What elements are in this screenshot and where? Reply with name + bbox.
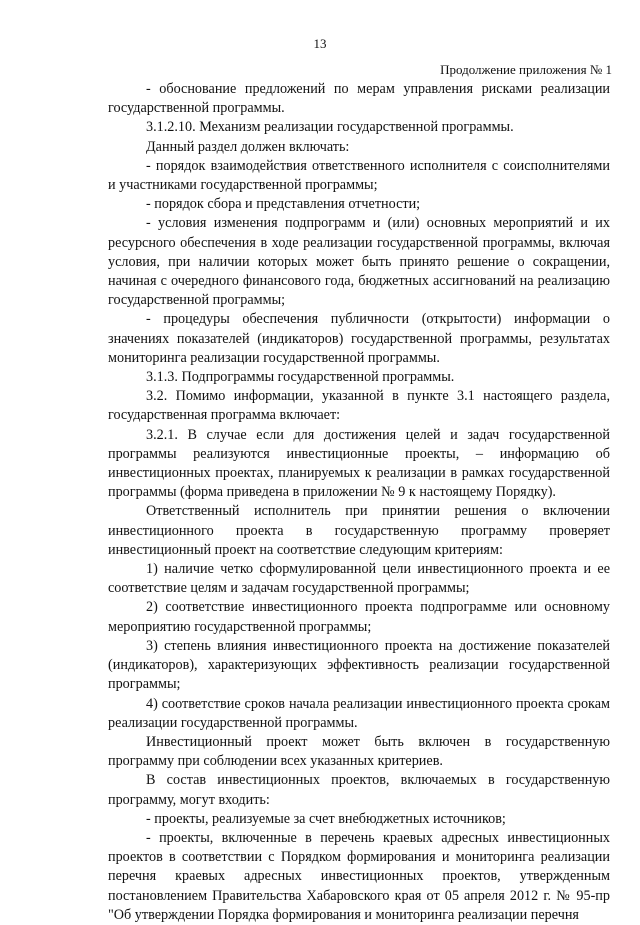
paragraph: - проекты, включенные в перечень краевых адресных инвестиционных проектов в соответствии с Порядком формирования и мониторинга реализации перечня краевых адресных инвестиционных проектов, утвержденным постановлением Правительства Хабаровского края от 05 апреля 2012 г. № 95-пр "Об утверждении Порядка формирования и мониторинга реализации перечня: [108, 829, 610, 923]
paragraph: - порядок взаимодействия ответственного исполнителя с соисполнителями и участниками государственной программы;: [108, 157, 610, 194]
document-body: [108, 80, 610, 925]
paragraph: Ответственный исполнитель при принятии решения о включении инвестиционного проекта в государственную программу проверяет инвестиционный проект на соответствие следующим критериям:: [108, 503, 610, 558]
paragraph: 3.2. Помимо информации, указанной в пункте 3.1 настоящего раздела, государственная программа включает:: [108, 388, 610, 424]
paragraph: - порядок сбора и представления отчетности;: [146, 196, 421, 213]
paragraph: - процедуры обеспечения публичности (открытости) информации о значениях показателей (индикаторов) государственной программы, результатах мониторинга реализации государственной программы.: [108, 311, 610, 366]
paragraph: 3.2.1. В случае если для достижения целей и задач государственной программы реализуются инвестиционные проекты, – информацию об инвестиционных проектах, планируемых к реализации в рамках государственной программы (форма приведена в приложении № 9 к настоящему Порядку).: [108, 426, 610, 501]
appendix-continuation-label: Продолжение приложения № 1: [440, 62, 612, 77]
paragraph: 3) степень влияния инвестиционного проекта на достижение показателей (индикаторов), характеризующих эффективность реализации государственной программы;: [108, 637, 610, 693]
paragraph: 3.1.3. Подпрограммы государственной программы.: [146, 369, 455, 386]
paragraph: Инвестиционный проект может быть включен в государственную программу при соблюдении всех указанных критериев.: [108, 733, 610, 770]
paragraph: - условия изменения подпрограмм и (или) основных мероприятий и их ресурсного обеспечения в ходе реализации государственной программы, включая условия, при наличии которых может быть принято решение о сокращении, начиная с очередного финансового года, бюджетных ассигнований на реализацию государственной программы;: [108, 215, 610, 309]
paragraph: 1) наличие четко сформулированной цели инвестиционного проекта и ее соответствие целям и задачам государственной программы;: [108, 561, 610, 597]
paragraph: - проекты, реализуемые за счет внебюджетных источников;: [146, 810, 506, 827]
page-number: 13: [313, 36, 327, 51]
paragraph: 4) соответствие сроков начала реализации инвестиционного проекта срокам реализации государственной программы.: [108, 695, 610, 731]
paragraph: Данный раздел должен включать:: [146, 138, 350, 155]
paragraph: 3.1.2.10. Механизм реализации государственной программы.: [146, 119, 514, 136]
paragraph: 2) соответствие инвестиционного проекта подпрограмме или основному мероприятию государственной программы;: [108, 599, 610, 635]
paragraph: - обоснование предложений по мерам управления рисками реализации государственной программы.: [108, 81, 610, 117]
paragraph: В состав инвестиционных проектов, включаемых в государственную программу, могут входить:: [108, 772, 610, 808]
